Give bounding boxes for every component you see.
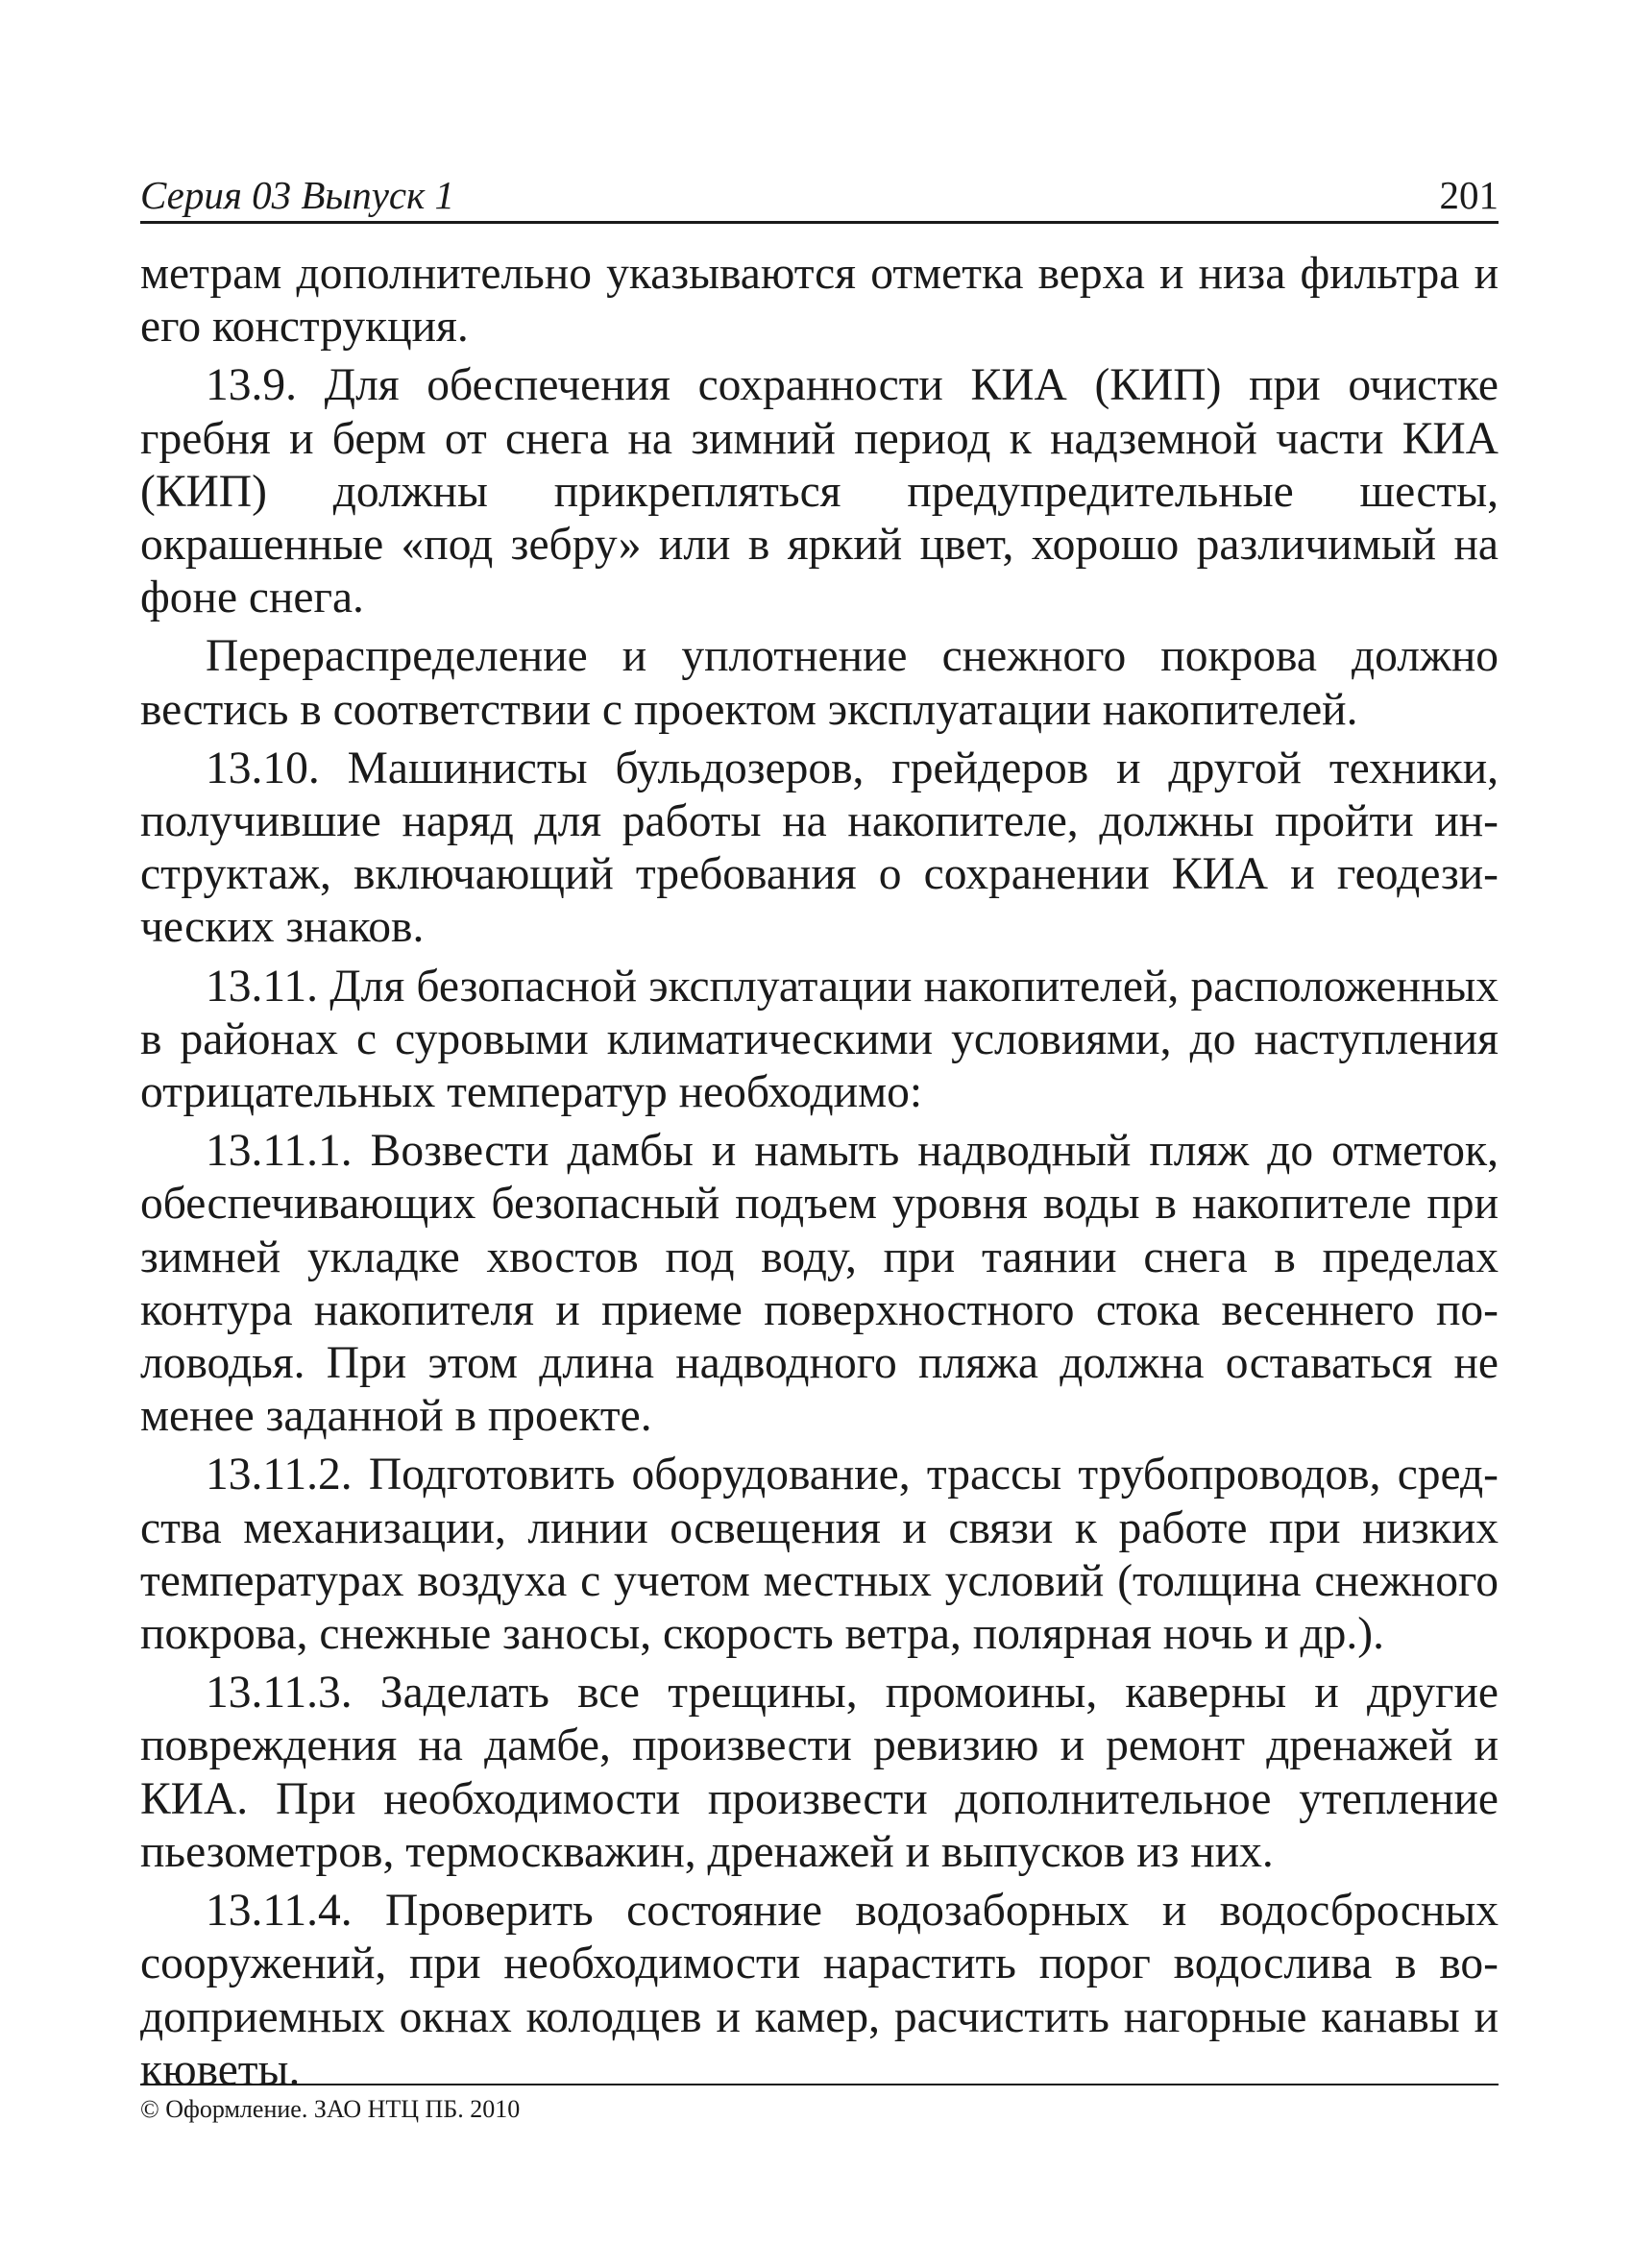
running-header	[140, 171, 1499, 224]
paragraph-13-11-2: 13.11.2. Подготовить оборудование, трассы трубопроводов, средства механизации, линии освещения и связи к работе при низких температурах воздуха с учетом местных условий (толщина снежного покрова, снежные заносы, скорость ветра, полярная ночь и др.).	[140, 1450, 1499, 1660]
paragraph-snow-redistribution: Перераспределение и уплотнение снежного покрова должно вестись в соответствии с проектом эксплуатации накопителей.	[140, 631, 1499, 735]
paragraph-13-9: 13.9. Для обеспечения сохранности КИА (КИП) при очистке гребня и берм от снега на зимний период к надземной части КИА (КИП) должны прикрепляться предупредительные шесты, окрашенные «под зебру» или в яркий цвет, хорошо различимый на фоне снега.	[140, 360, 1499, 623]
body-text	[140, 248, 1499, 2103]
paragraph-continuation: метрам дополнительно указываются отметка верха и низа фильтра и его конструкция.	[140, 249, 1499, 353]
footer-copyright: © Оформление. ЗАО НТЦ ПБ. 2010	[140, 2095, 521, 2123]
paragraph-13-10: 13.10. Машинисты бульдозеров, грейдеров и другой техники, получившие наряд для работы на накопителе, должны пройти инструктаж, включающий требования о сохранении КИА и геодезических знаков.	[140, 743, 1499, 953]
paragraph-13-11: 13.11. Для безопасной эксплуатации накопителей, расположенных в районах с суровыми климатическими условиями, до наступления отрицательных температур необходимо:	[140, 961, 1499, 1118]
paragraph-13-11-1: 13.11.1. Возвести дамбы и намыть надводный пляж до отметок, обеспечивающих безопасный подъем уровня воды в накопителе при зимней укладке хвостов под воду, при таянии снега в пределах контура накопителя и приеме поверхностного стока весеннего половодья. При этом длина надводного пляжа должна оставаться не менее заданной в проекте.	[140, 1126, 1499, 1442]
series-title: Серия 03 Выпуск 1	[140, 173, 455, 217]
page-number: 201	[1439, 173, 1499, 217]
paragraph-13-11-3: 13.11.3. Заделать все трещины, промоины, каверны и другие повреждения на дамбе, произвести ревизию и ремонт дренажей и КИА. При необходимости произвести дополнительное утепление пьезометров, термоскважин, дренажей и выпусков из них.	[140, 1668, 1499, 1877]
footer-divider	[140, 2084, 1499, 2085]
paragraph-13-11-4: 13.11.4. Проверить состояние водозаборных и водосбросных сооружений, при необходимости нарастить порог водослива в водоприемных окнах колодцев и камер, расчистить нагорные канавы и кюветы.	[140, 1886, 1499, 2095]
